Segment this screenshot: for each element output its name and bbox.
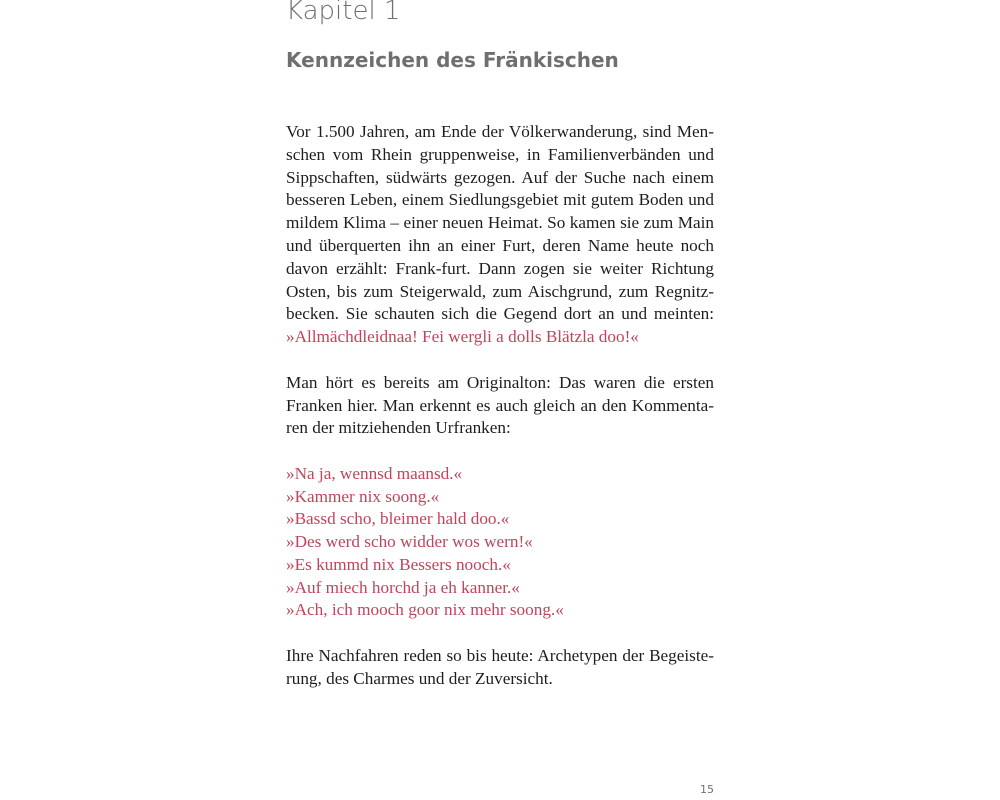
text-line: davon erzählt: Frank-furt. Dann zogen sie weiter Richtung [286, 259, 714, 278]
chapter-subtitle: Kennzeichen des Fränkischen [286, 48, 619, 72]
chapter-title: Kapitel 1 [286, 0, 401, 26]
dialect-quote: »Kammer nix soong.« [286, 487, 440, 506]
text-line: besseren Leben, einem Siedlungsgebiet mit gutem Boden und [286, 190, 714, 209]
text-line: mildem Klima – einer neuen Heimat. So kamen sie zum Main [286, 213, 714, 232]
page-number: 15 [700, 783, 714, 796]
text-line: Osten, bis zum Steigerwald, zum Aischgrund, zum Regnitz- [286, 282, 714, 301]
text-line: Ihre Nachfahren reden so bis heute: Archetypen der Begeiste- [286, 646, 714, 665]
dialect-quote: »Ach, ich mooch goor nix mehr soong.« [286, 600, 564, 619]
text-line: becken. Sie schauten sich die Gegend dort an und meinten: [286, 304, 714, 323]
text-line: Franken hier. Man erkennt es auch gleich an den Kommenta- [286, 396, 714, 415]
text-line: Vor 1.500 Jahren, am Ende der Völkerwanderung, sind Men- [286, 122, 714, 141]
dialect-quote: »Bassd scho, bleimer hald doo.« [286, 509, 510, 528]
text-line: ren der mitziehenden Urfranken: [286, 418, 511, 437]
text-line: und überquerten ihn an einer Furt, deren Name heute noch [286, 236, 714, 255]
text-line: Sippschaften, südwärts gezogen. Auf der Suche nach einem [286, 168, 714, 187]
text-line: schen vom Rhein gruppenweise, in Familienverbänden und [286, 145, 714, 164]
dialect-quote: »Des werd scho widder wos wern!« [286, 532, 533, 551]
dialect-quote: »Auf miech horchd ja eh kanner.« [286, 578, 520, 597]
dialect-quote: »Na ja, wennsd maansd.« [286, 464, 463, 483]
dialect-quote: »Allmächdleidnaa! Fei wergli a dolls Blätzla doo!« [286, 327, 639, 346]
text-line: rung, des Charmes und der Zuversicht. [286, 669, 553, 688]
dialect-quote: »Es kummd nix Bessers nooch.« [286, 555, 511, 574]
text-line: Man hört es bereits am Originalton: Das waren die ersten [286, 373, 714, 392]
